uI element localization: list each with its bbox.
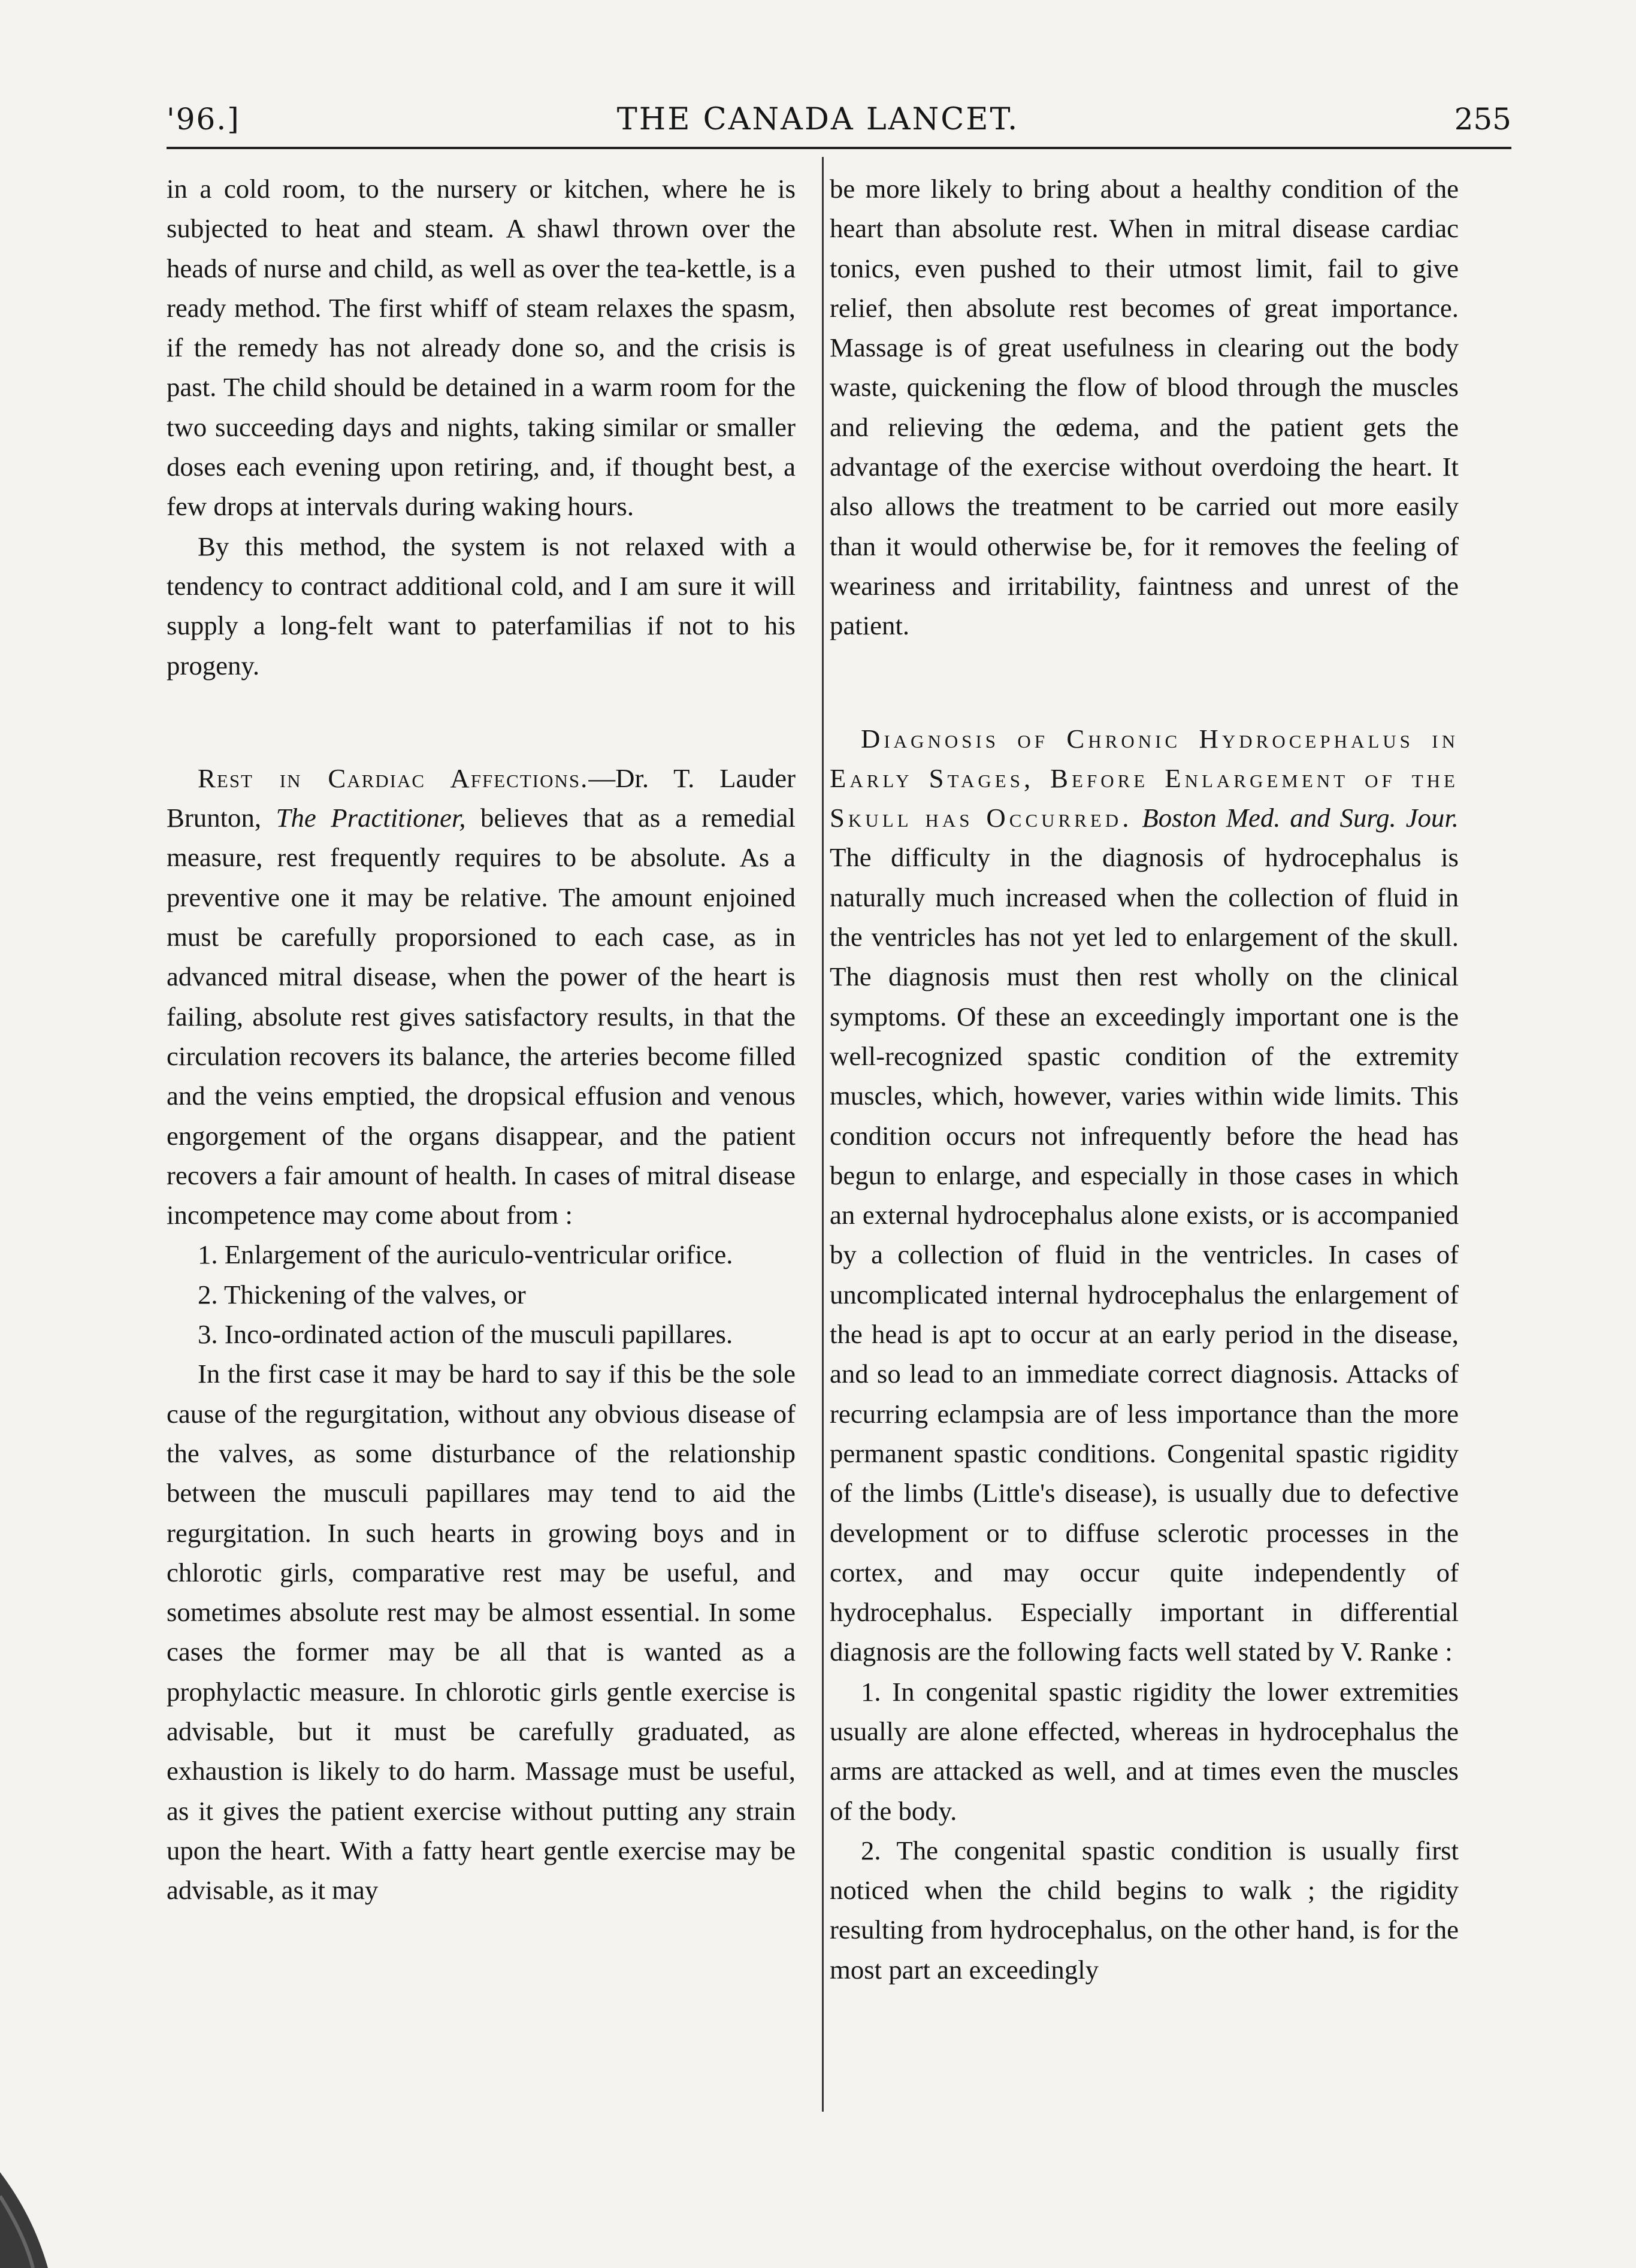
list-item: 2. Thickening of the valves, or: [198, 1279, 526, 1310]
list-item: 3. Inco-ordinated action of the musculi papillares.: [198, 1319, 733, 1350]
paragraph: By this method, the system is not relaxed with a tendency to contract additional cold, and I am sure it will supply a long-felt want to paterfamilias if not to his progeny.: [167, 531, 796, 681]
page-edge-shadow: [0, 2160, 84, 2268]
left-column: [167, 169, 796, 1910]
right-column: [830, 169, 1459, 1989]
article-heading: Rest in Cardiac Affections.: [198, 763, 589, 793]
spacer: [830, 646, 1459, 719]
article-paragraph: [830, 798, 1459, 1672]
list-item: 1. In congenital spastic rigidity the lower extremities usually are alone effected, whereas in hydrocephalus the arms are attacked as well, and at times even the muscles of the body.: [830, 1676, 1459, 1826]
article-source: The Practitioner,: [276, 803, 466, 833]
running-header: [0, 102, 1636, 150]
list-item: 2. The congenital spastic condition is usually first noticed when the child begins to walk ; the rigidity resulting from hydrocephalus, on the other hand, is for the most part an exceedingly: [830, 1835, 1459, 1985]
column-divider: [822, 157, 824, 2112]
header-rule: [167, 147, 1511, 149]
article-text: believes that as a remedial measure, rest frequently requires to be absolute. As a preventive one it may be relative. The amount enjoined must be carefully proporsioned to each case, as in advanced mitral disease, when the power of the heart is failing, absolute rest gives satisfactory results, in that the circulation recovers its balance, the arteries become filled and the veins emptied, the dropsical effusion and venous engorgement of the organs disappear, and the patient recovers a fair amount of health. In cases of mitral disease incompetence may come about from :: [167, 803, 796, 1230]
article-text: The difficulty in the diagnosis of hydrocephalus is naturally much increased when the collection of fluid in the ventricles has not yet led to enlargement of the skull. The diagnosis must then rest wholly on the clinical symptoms. Of these an exceedingly important one is the well-recognized spastic condition of the extremity muscles, which, however, varies within wide limits. This condition occurs not infrequently before the head has begun to enlarge, and especially in those cases in which an external hydrocephalus alone exists, or is accompanied by a collection of fluid in the ventricles. In cases of uncomplicated internal hydrocephalus the enlargement of the head is apt to occur at an early period in the disease, and so lead to an immediate correct diagnosis. Attacks of recurring eclampsia are of less importance than the more permanent spastic conditions. Congenital spastic rigidity of the limbs (Little's disease), is usually due to defective development or to diffuse sclerotic processes in the cortex, and may occur quite independently of hydrocephalus. Especially important in differential diagnosis are the following facts well stated by V. Ranke :: [830, 842, 1459, 1667]
article-heading-line: Diagnosis of Chronic Hydrocephalus in: [861, 723, 1459, 754]
article-heading-line: Skull has Occurred.: [830, 803, 1133, 833]
list-item: 1. Enlargement of the auriculo-ventricular orifice.: [198, 1239, 733, 1270]
journal-title: THE CANADA LANCET.: [616, 102, 1020, 137]
paragraph: be more likely to bring about a healthy condition of the heart than absolute rest. When in mitral disease cardiac tonics, even pushed to their utmost limit, fail to give relief, then absolute rest becomes of great importance. Massage is of great usefulness in clearing out the body waste, quickening the flow of blood through the muscles and relieving the œdema, and the patient gets the advantage of the exercise without overdoing the heart. It also allows the treatment to be carried out more easily than it would otherwise be, for it removes the feeling of weariness and irritability, faintness and unrest of the patient.: [830, 174, 1459, 641]
spacer: [167, 685, 796, 758]
article-paragraph: [167, 758, 796, 1235]
page-number: 255: [1454, 102, 1511, 137]
volume-marker: '96.]: [167, 102, 240, 137]
paragraph: In the first case it may be hard to say if this be the sole cause of the regurgitation, without any obvious disease of the valves, as some disturbance of the relationship between the musculi papillares may tend to aid the regurgitation. In such hearts in growing boys and in chlorotic girls, comparative rest may be useful, and sometimes absolute rest may be almost essential. In some cases the former may be all that is wanted as a prophylactic measure. In chlorotic girls gentle exercise is advisable, but it must be carefully graduated, as exhaustion is likely to do harm. Massage must be useful, as it gives the patient exercise without putting any strain upon the heart. With a fatty heart gentle exercise may be advisable, as it may: [167, 1359, 796, 1906]
article-source: Boston Med. and Surg. Jour.: [1132, 803, 1459, 833]
article-heading-line: Early Stages, Before Enlargement of the: [830, 763, 1459, 793]
article-author: —Dr. T. Lauder Brunton,: [167, 763, 796, 833]
paragraph: in a cold room, to the nursery or kitchen, where he is subjected to heat and steam. A shawl thrown over the heads of nurse and child, as well as over the tea-kettle, is a ready method. The first whiff of steam relaxes the spasm, if the remedy has not already done so, and the crisis is past. The child should be detained in a warm room for the two succeeding days and nights, taking similar or smaller doses each evening upon retiring, and, if thought best, a few drops at intervals during waking hours.: [167, 174, 796, 522]
